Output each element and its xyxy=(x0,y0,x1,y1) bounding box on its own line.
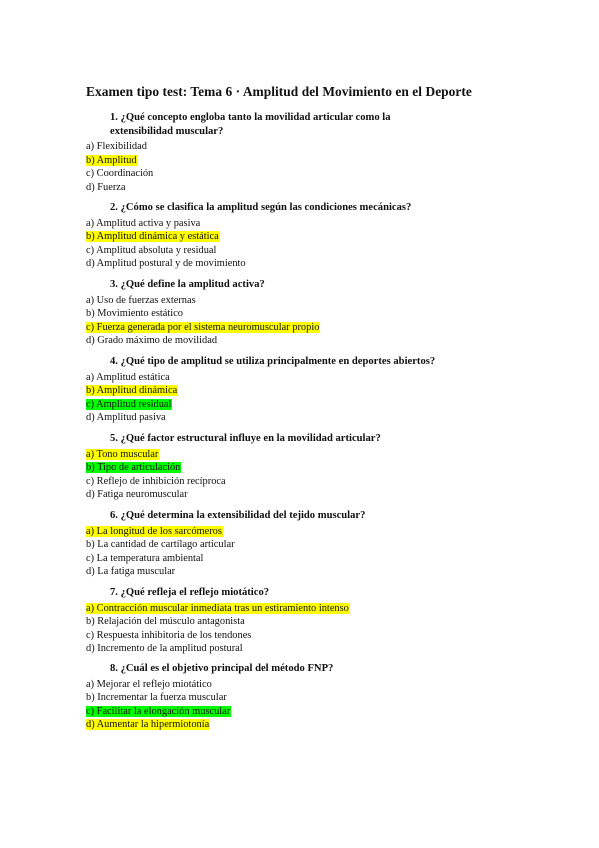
answer-options xyxy=(86,602,536,656)
answer-option-b xyxy=(86,461,536,475)
answer-option-c xyxy=(86,398,536,412)
answer-text: c) La temperatura ambiental xyxy=(86,552,204,564)
answer-option-c xyxy=(86,244,536,258)
answer-option-b xyxy=(86,154,536,168)
answer-text: b) La cantidad de cartílago articular xyxy=(86,539,235,551)
question-text: 3. ¿Qué define la amplitud activa? xyxy=(110,279,265,290)
document-title: Examen tipo test: Tema 6 · Amplitud del Movimiento en el Deporte xyxy=(86,84,472,99)
question-text: 5. ¿Qué factor estructural influye en la movilidad articular? xyxy=(110,433,381,444)
answer-text: c) Facilitar la elongación muscular xyxy=(86,705,231,717)
answer-option-a xyxy=(86,525,536,539)
question-7 xyxy=(86,586,536,656)
answer-text: a) Amplitud activa y pasiva xyxy=(86,217,201,229)
answer-text: a) Contracción muscular inmediata tras un estiramiento intenso xyxy=(86,602,349,614)
answer-option-a xyxy=(86,602,536,616)
answer-text: b) Amplitud dinámica y estática xyxy=(86,231,219,243)
answer-option-d xyxy=(86,411,536,425)
answer-text: a) Mejorar el reflejo miotático xyxy=(86,678,212,690)
question-6 xyxy=(86,509,536,579)
answer-text: d) Fatiga neuromuscular xyxy=(86,489,188,501)
answer-option-b xyxy=(86,384,536,398)
answer-option-a xyxy=(86,448,536,462)
answer-text: b) Amplitud xyxy=(86,154,137,166)
answer-options xyxy=(86,294,536,348)
answer-options xyxy=(86,140,536,194)
question-8 xyxy=(86,662,536,732)
answer-option-a xyxy=(86,140,536,154)
answer-option-c xyxy=(86,167,536,181)
question-1 xyxy=(86,111,536,194)
answer-option-a xyxy=(86,371,536,385)
answer-option-b xyxy=(86,230,536,244)
answer-text: c) Amplitud residual xyxy=(86,398,172,410)
question-text: 2. ¿Cómo se clasifica la amplitud según las condiciones mecánicas? xyxy=(110,202,412,213)
question-5 xyxy=(86,432,536,502)
answer-options xyxy=(86,371,536,425)
answer-text: b) Movimiento estático xyxy=(86,308,183,320)
answer-option-d xyxy=(86,334,536,348)
answer-text: d) Incremento de la amplitud postural xyxy=(86,643,243,655)
answer-text: c) Reflejo de inhibición recíproca xyxy=(86,475,226,487)
answer-text: a) Flexibilidad xyxy=(86,141,147,152)
answer-text: b) Relajación del músculo antagonista xyxy=(86,616,245,628)
answer-text: b) Amplitud dinámica xyxy=(86,385,178,397)
answer-option-a xyxy=(86,294,536,308)
question-text: 7. ¿Qué refleja el reflejo miotático? xyxy=(110,587,270,598)
answer-text: c) Amplitud absoluta y residual xyxy=(86,244,217,256)
answer-option-d xyxy=(86,642,536,656)
question-text: 8. ¿Cuál es el objetivo principal del método FNP? xyxy=(110,663,334,674)
answer-option-a xyxy=(86,678,536,692)
answer-option-d xyxy=(86,565,536,579)
answer-option-b xyxy=(86,307,536,321)
answer-options xyxy=(86,525,536,579)
answer-option-d xyxy=(86,488,536,502)
answer-option-c xyxy=(86,552,536,566)
answer-text: a) La longitud de los sarcómeros xyxy=(86,525,222,537)
answer-option-c xyxy=(86,321,536,335)
answer-text: a) Uso de fuerzas externas xyxy=(86,294,196,306)
answer-option-d xyxy=(86,181,536,195)
answer-text: c) Respuesta inhibitoria de los tendones xyxy=(86,629,252,641)
answer-options xyxy=(86,448,536,502)
answer-text: d) Grado máximo de movilidad xyxy=(86,335,218,347)
answer-text: d) La fatiga muscular xyxy=(86,566,176,578)
answer-text: d) Amplitud pasiva xyxy=(86,412,166,424)
answer-text: b) Incrementar la fuerza muscular xyxy=(86,692,227,704)
answer-option-c xyxy=(86,629,536,643)
answer-option-b xyxy=(86,615,536,629)
answer-text: d) Aumentar la hipermiotonía xyxy=(86,719,210,731)
answer-option-d xyxy=(86,257,536,271)
question-text: 1. ¿Qué concepto engloba tanto la movilidad articular como la extensibilidad muscular? xyxy=(110,112,391,137)
answer-text: c) Fuerza generada por el sistema neuromuscular propio xyxy=(86,321,320,333)
answer-option-a xyxy=(86,217,536,231)
answer-text: a) Amplitud estática xyxy=(86,371,170,383)
question-text: 6. ¿Qué determina la extensibilidad del tejido muscular? xyxy=(110,510,366,521)
question-3 xyxy=(86,278,536,348)
question-4 xyxy=(86,355,536,425)
answer-text: c) Coordinación xyxy=(86,168,154,180)
answer-option-d xyxy=(86,718,536,732)
answer-text: a) Tono muscular xyxy=(86,448,159,460)
answer-option-c xyxy=(86,475,536,489)
answer-options xyxy=(86,217,536,271)
answer-options xyxy=(86,678,536,732)
answer-text: b) Tipo de articulación xyxy=(86,462,181,474)
answer-option-b xyxy=(86,691,536,705)
answer-text: d) Amplitud postural y de movimiento xyxy=(86,258,246,270)
question-2 xyxy=(86,201,536,271)
answer-option-b xyxy=(86,538,536,552)
question-text: 4. ¿Qué tipo de amplitud se utiliza principalmente en deportes abiertos? xyxy=(110,356,436,367)
answer-option-c xyxy=(86,705,536,719)
answer-text: d) Fuerza xyxy=(86,181,126,193)
